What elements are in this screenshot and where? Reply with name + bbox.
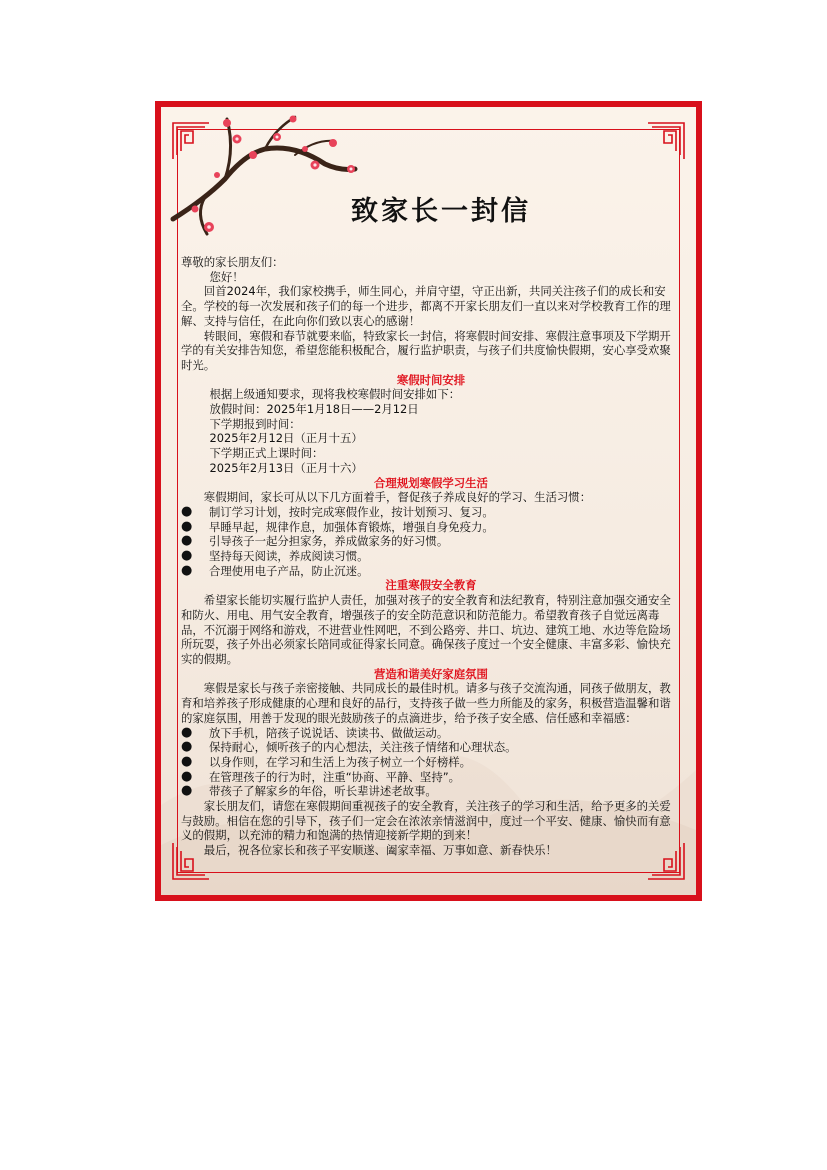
list-item: ● 以身作则，在学习和生活上为孩子树立一个好榜样。 <box>181 753 471 769</box>
bullet-icon: ● <box>181 548 193 564</box>
bullet-icon: ● <box>181 533 193 549</box>
section-heading-schedule: 寒假时间安排 <box>396 372 466 387</box>
intro-paragraph: 转眼间，寒假和春节就要来临，特致家长一封信，将寒假时间安排、寒假注意事项及下学期开学的有关安排告知您，希望您能积极配合，履行监护职责，与孩子们共度愉快假期，安心享受欢聚时光。 <box>181 328 671 372</box>
bullet-icon: ● <box>181 739 193 755</box>
schedule-line: 2025年2月12日（正月十五） <box>209 431 363 446</box>
letter-paper <box>161 107 696 895</box>
bullet-icon: ● <box>181 724 193 740</box>
schedule-line: 2025年2月13日（正月十六） <box>209 460 363 475</box>
schedule-line: 下学期报到时间： <box>209 416 301 431</box>
section-heading-safety: 注重寒假安全教育 <box>385 578 477 593</box>
list-item: ● 早睡早起，规律作息，加强体育锻炼，增强自身免疫力。 <box>181 518 494 534</box>
list-item: ● 带孩子了解家乡的年俗，听长辈讲述老故事。 <box>181 783 437 799</box>
bullet-icon: ● <box>181 562 193 578</box>
list-item: ● 制订学习计划，按时完成寒假作业，按计划预习、复习。 <box>181 503 494 519</box>
schedule-line: 根据上级通知要求，现将我校寒假时间安排如下： <box>209 387 461 402</box>
schedule-line: 放假时间：2025年1月18日——2月12日 <box>209 402 419 417</box>
study-intro: 寒假期间，家长可从以下几方面着手，督促孩子养成良好的学习、生活习惯： <box>203 490 592 505</box>
letter-card <box>155 101 702 901</box>
schedule-line: 下学期正式上课时间： <box>209 446 324 461</box>
family-paragraph: 寒假是家长与孩子亲密接触、共同成长的最佳时机。请多与孩子交流沟通，同孩子做朋友，教育和培养孩子形成健康的心理和良好的品行，支持孩子做一些力所能及的家务，积极营造温馨和谐的家庭氛围，用善于发现的眼光鼓励孩子的点滴进步，给予孩子安全感、信任感和幸福感： <box>181 681 671 725</box>
salutation: 尊敬的家长朋友们： <box>181 255 284 269</box>
section-heading-family: 营造和谐美好家庭氛围 <box>374 666 488 681</box>
corner-ornament-icon <box>646 121 686 161</box>
greeting: 您好！ <box>209 269 244 284</box>
list-item: ● 放下手机，陪孩子说说话、读读书、做做运动。 <box>181 724 449 740</box>
section-heading-study: 合理规划寒假学习生活 <box>374 475 488 490</box>
letter-body <box>181 255 681 858</box>
bullet-icon: ● <box>181 783 193 799</box>
list-item: ● 在管理孩子的行为时，注重“协商、平静、坚持”。 <box>181 768 461 784</box>
bullet-icon: ● <box>181 753 193 769</box>
plum-blossom-branch-icon <box>165 109 375 249</box>
bullet-icon: ● <box>181 768 193 784</box>
intro-paragraph: 回首2024年，我们家校携手，师生同心，并肩守望，守正出新，共同关注孩子们的成长和安全。学校的每一次发展和孩子们的每一个进步，都离不开家长朋友们一直以来对学校教育工作的理解、支持与信任，在此向你们致以衷心的感谢！ <box>181 284 671 328</box>
list-item: ● 引导孩子一起分担家务，养成做家务的好习惯。 <box>181 533 449 549</box>
closing-wishes: 最后，祝各位家长和孩子平安顺遂、阖家幸福、万事如意、新春快乐！ <box>203 843 557 858</box>
list-item: ● 保持耐心，倾听孩子的内心想法，关注孩子情绪和心理状态。 <box>181 739 517 755</box>
list-item: ● 合理使用电子产品，防止沉迷。 <box>181 562 369 578</box>
closing-paragraph: 家长朋友们，请您在寒假期间重视孩子的安全教育，关注孩子的学习和生活，给予更多的关爱与鼓励。相信在您的引导下，孩子们一定会在浓浓亲情滋润中，度过一个平安、健康、愉快而有意义的假期，以充沛的精力和饱满的热情迎接新学期的到来！ <box>181 799 671 843</box>
safety-paragraph: 希望家长能切实履行监护人责任，加强对孩子的安全教育和法纪教育，特别注意加强交通安全和防火、用电、用气安全教育，增强孩子的安全防范意识和防范能力。希望教育孩子自觉远离毒品，不沉溺于网络和游戏，不进营业性网吧，不到公路旁、井口、坑边、建筑工地、水边等危险场所玩耍，孩子外出必须家长陪同或征得家长同意。确保孩子度过一个安全健康、丰富多彩、愉快充实的假期。 <box>181 593 671 666</box>
letter-title: 致家长一封信 <box>351 196 531 227</box>
list-item: ● 坚持每天阅读，养成阅读习惯。 <box>181 548 369 564</box>
bullet-icon: ● <box>181 503 193 519</box>
bullet-icon: ● <box>181 518 193 534</box>
